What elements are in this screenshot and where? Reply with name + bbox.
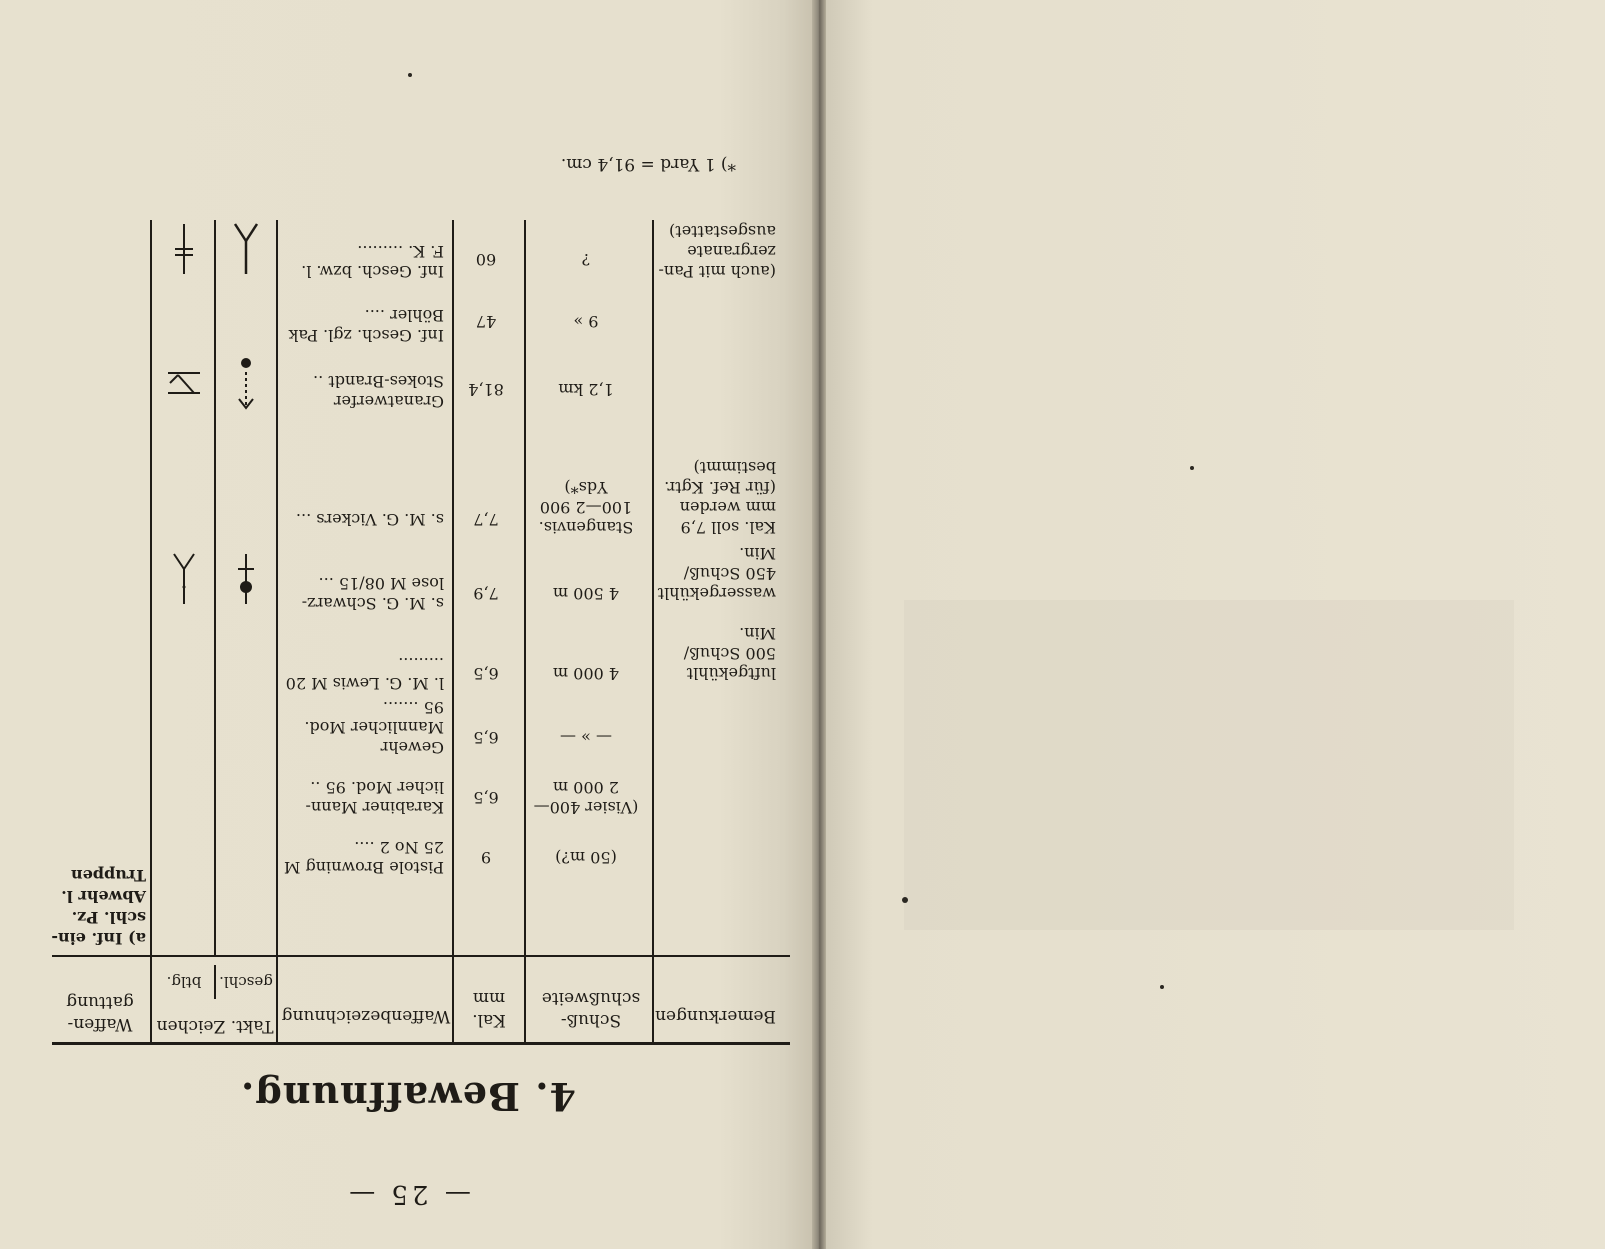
weapon-name: Gewehr Mannlicher Mod. 95 ....... [304,698,444,757]
speck [1160,985,1164,989]
header-waffenbezeichnung: Waffenbezeichnung [281,1006,451,1026]
col-divider [652,957,654,1043]
col-divider [524,220,526,1043]
weapon-range: ? [581,250,591,269]
weapon-caliber: 6,5 [473,664,499,683]
header-bemerkungen: Bemerkungen [655,1006,776,1026]
mortar-closed-symbol [226,353,266,413]
weapon-remark: wassergekühlt 450 Schuß/ Min. [657,544,776,603]
weapon-caliber: 47 [475,312,497,331]
footnote: *) 1 Yard = 91,4 cm. [560,154,736,174]
weapon-range: (50 m?) [555,848,617,867]
weapon-name: Pistole Browning M 25 No 2 .... [284,838,444,877]
header-tz-geschlossen: geschl. [219,973,273,991]
weapon-name: s. M. G. Schwarz- lose M 08/15 ... [301,574,444,613]
weapon-name: Inf. Gesch. bzw. l. F. K. ......... [301,242,444,281]
header-tz-abteilung: btlg. [166,973,202,991]
weapon-name: Inf. Gesch. zgl. Pak Böhler .... [288,306,444,345]
header-schussweite: Schuß- schußweite [541,988,641,1030]
weapon-caliber: 81,4 [468,380,504,399]
gun-detached-symbol [164,219,204,279]
speck [408,73,412,77]
weapon-range: 4 500 m [552,584,620,603]
weapon-caliber: 7,9 [473,584,499,603]
weapon-remark: Kal. soll 7,9 mm werden (für Ref. Kgtr. bestimmt) [664,458,776,537]
book-gutter [812,0,826,1249]
weapon-name: l. M. G. Lewis M 20 ......... [285,654,444,693]
weapon-range: 4 000 m [552,664,620,683]
table-header-rule [52,955,790,957]
header-kaliber: Kal. mm [472,988,506,1030]
section-heading: 4. Bewaffnung. [240,1074,576,1119]
gun-closed-symbol [226,219,266,279]
mg-closed-symbol [226,549,266,609]
weapon-name: Karabiner Mann- licher Mod. 95 .. [305,778,444,817]
weapon-name: Granatwerfer Stokes-Brandt .. [313,372,444,411]
weapon-caliber: 7,7 [473,510,499,529]
weapon-range: 1,2 km [558,380,614,399]
col-divider [452,220,454,1043]
speck [902,897,908,903]
col-divider [652,220,654,955]
weapon-remark: luftgekühlt 500 Schuß/ Min. [683,624,776,683]
mortar-detached-symbol [164,353,204,413]
bleed-through-area [904,600,1514,930]
weapon-range: (Visier 400— 2 000 m [533,778,639,817]
col-divider [276,220,278,1043]
weapon-remark: (auch mit Pan- zergranate ausgestattet) [658,222,776,281]
weapon-range: 9 » [573,312,599,331]
weapon-caliber: 9 [480,848,492,867]
header-taktische-zeichen: Takt. Zeichen [156,1016,274,1036]
col-divider [214,965,216,999]
col-divider [150,220,152,1043]
header-waffengattung: Waffen- gattung [66,992,134,1034]
right-page [826,0,1605,1249]
weapon-caliber: 6,5 [473,728,499,747]
weapon-name: s. M. G. Vickers ... [295,510,444,529]
col-divider [214,220,216,955]
weapon-caliber: 60 [475,250,497,269]
weapon-range: Stangenvis. 100—2 900 Yds*) [538,478,634,537]
page-number: — 25 — [345,1179,471,1209]
weapon-caliber: 6,5 [473,788,499,807]
group-label: a) Inf. ein- schl. Pz. Abwehr l. Truppen [51,866,146,948]
speck [1190,466,1194,470]
table-top-rule [52,1042,790,1045]
mg-detached-symbol [164,549,204,609]
weapon-range: — » — [560,728,612,747]
